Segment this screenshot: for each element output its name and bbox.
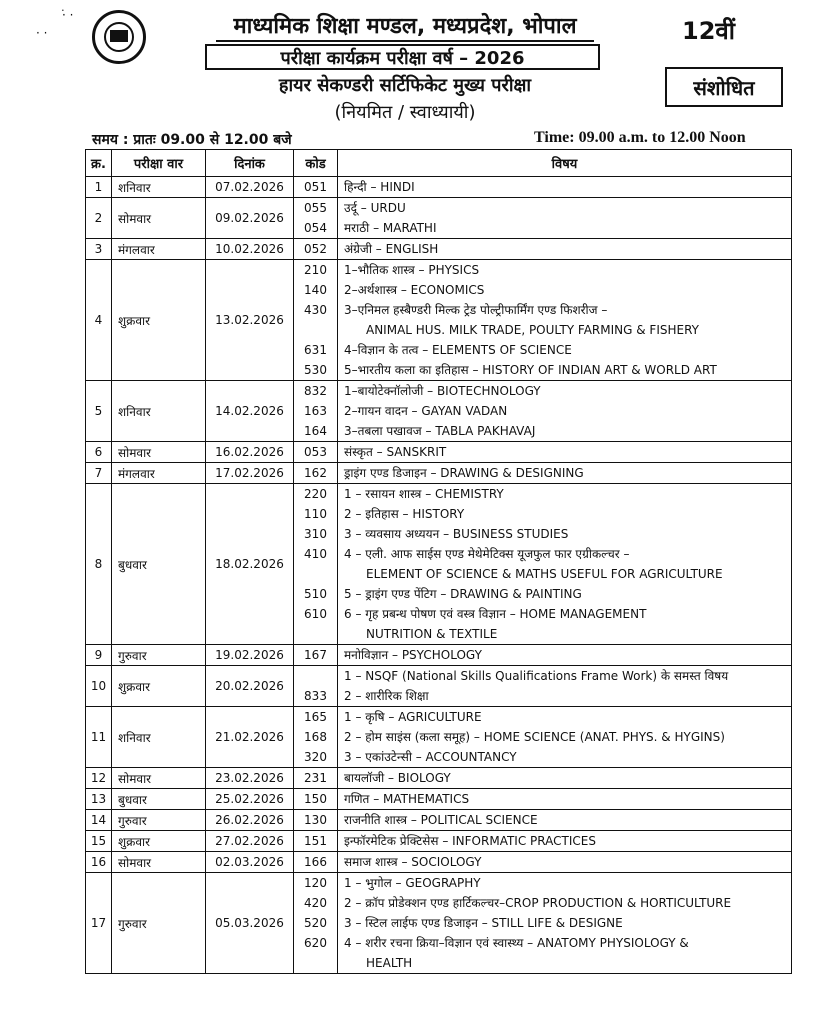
subjects xyxy=(338,260,792,381)
subject-code xyxy=(294,666,337,686)
table-row xyxy=(86,381,792,442)
subject-code: 163 xyxy=(304,404,327,418)
subject-code: 110 xyxy=(304,507,327,521)
subjects xyxy=(338,707,792,768)
subjects xyxy=(338,768,792,789)
table-row xyxy=(86,645,792,666)
subject-name: राजनीति शास्त्र – POLITICAL SCIENCE xyxy=(344,813,538,827)
table-row xyxy=(86,177,792,198)
exam-day: गुरुवार xyxy=(112,810,206,831)
subject-name xyxy=(344,300,787,340)
subject-name: 1 – रसायन शास्त्र – CHEMISTRY xyxy=(344,487,504,501)
exam-day: मंगलवार xyxy=(112,239,206,260)
table-row xyxy=(86,852,792,873)
subject-code: 220 xyxy=(304,487,327,501)
subjects xyxy=(338,177,792,198)
exam-day: शनिवार xyxy=(112,381,206,442)
exam-date: 09.02.2026 xyxy=(206,198,294,239)
exam-date: 14.02.2026 xyxy=(206,381,294,442)
subject-codes xyxy=(294,666,338,707)
table-row xyxy=(86,463,792,484)
subject-code: 430 xyxy=(304,303,327,317)
subject-name xyxy=(344,933,787,973)
subject-name: 2 – क्रॉप प्रोडेक्शन एण्ड हार्टिकल्चर–CROP PRODUCTION & HORTICULTURE xyxy=(344,896,732,910)
row-number: 8 xyxy=(86,484,112,645)
table-row xyxy=(86,831,792,852)
exam-date: 18.02.2026 xyxy=(206,484,294,645)
exam-date: 13.02.2026 xyxy=(206,260,294,381)
subject-codes xyxy=(294,831,338,852)
col-header-code: कोड xyxy=(294,150,338,177)
subject-code: 051 xyxy=(304,180,327,194)
subject-name: 1 – भुगोल – GEOGRAPHY xyxy=(344,876,481,890)
subjects xyxy=(338,381,792,442)
subject-code: 150 xyxy=(304,792,327,806)
subject-name: 4–विज्ञान के तत्व – ELEMENTS OF SCIENCE xyxy=(344,343,572,357)
subject-name: हिन्दी – HINDI xyxy=(344,180,415,194)
table-row xyxy=(86,239,792,260)
exam-date: 05.03.2026 xyxy=(206,873,294,974)
table-row xyxy=(86,707,792,768)
row-number: 1 xyxy=(86,177,112,198)
subject-codes xyxy=(294,484,338,645)
subject-name: इन्फॉरमेटिक प्रेक्टिसेस – INFORMATIC PRACTICES xyxy=(344,834,596,848)
col-header-subject: विषय xyxy=(338,150,792,177)
row-number: 11 xyxy=(86,707,112,768)
exam-day: गुरुवार xyxy=(112,645,206,666)
subject-code: 210 xyxy=(304,263,327,277)
subject-code: 130 xyxy=(304,813,327,827)
subjects xyxy=(338,852,792,873)
row-number: 15 xyxy=(86,831,112,852)
subject-codes xyxy=(294,381,338,442)
table-row xyxy=(86,484,792,645)
exam-date: 20.02.2026 xyxy=(206,666,294,707)
subject-code: 833 xyxy=(304,689,327,703)
subjects xyxy=(338,463,792,484)
subjects xyxy=(338,442,792,463)
subject-name-line2: ANIMAL HUS. MILK TRADE, POULTY FARMING & FISHERY xyxy=(366,323,699,337)
exam-mode: (नियमित / स्वाध्यायी) xyxy=(334,102,476,123)
subject-code: 151 xyxy=(304,834,327,848)
subject-codes xyxy=(294,789,338,810)
subject-code: 168 xyxy=(304,730,327,744)
class-label: 12वीं xyxy=(682,17,735,45)
subject-name: ड्राइंग एण्ड डिजाइन – DRAWING & DESIGNING xyxy=(344,466,584,480)
subject-name-line1: 3–एनिमल हस्बैण्डरी मिल्क ट्रेड पोल्ट्रीफार्मिंग एण्ड फिशरीज – xyxy=(344,303,608,317)
subjects xyxy=(338,198,792,239)
row-number: 4 xyxy=(86,260,112,381)
exam-date: 17.02.2026 xyxy=(206,463,294,484)
subject-name-line2: HEALTH xyxy=(366,956,413,970)
subject-name: गणित – MATHEMATICS xyxy=(344,792,470,806)
subject-name: 2 – होम साइंस (कला समूह) – HOME SCIENCE (ANAT. PHYS. & HYGINS) xyxy=(344,730,725,744)
row-number: 12 xyxy=(86,768,112,789)
subject-codes xyxy=(294,463,338,484)
subject-name-line1: 4 – शरीर रचना क्रिया–विज्ञान एवं स्वास्थ्य – ANATOMY PHYSIOLOGY & xyxy=(344,936,689,950)
col-header-day: परीक्षा वार xyxy=(112,150,206,177)
subjects xyxy=(338,789,792,810)
subject-code: 410 xyxy=(304,547,327,561)
exam-day: बुधवार xyxy=(112,789,206,810)
subject-name-line1: 4 – एली. आफ साईस एण्ड मेथेमेटिक्स यूजफुल फार एग्रीकल्चर – xyxy=(344,547,630,561)
exam-day: शनिवार xyxy=(112,707,206,768)
subject-codes xyxy=(294,810,338,831)
col-header-sno: क्र. xyxy=(86,150,112,177)
subject-name-line2: ELEMENT OF SCIENCE & MATHS USEFUL FOR AGRICULTURE xyxy=(366,567,723,581)
subject-codes xyxy=(294,873,338,974)
subject-codes xyxy=(294,442,338,463)
subject-code: 520 xyxy=(304,916,327,930)
exam-date: 23.02.2026 xyxy=(206,768,294,789)
subject-code: 510 xyxy=(304,587,327,601)
exam-day: सोमवार xyxy=(112,852,206,873)
exam-day: सोमवार xyxy=(112,198,206,239)
subject-code: 055 xyxy=(304,201,327,215)
row-number: 5 xyxy=(86,381,112,442)
subject-code: 320 xyxy=(304,750,327,764)
subject-code: 162 xyxy=(304,466,327,480)
subject-code: 610 xyxy=(304,607,327,621)
table-row xyxy=(86,768,792,789)
subject-code: 053 xyxy=(304,445,327,459)
subjects xyxy=(338,666,792,707)
program-title: परीक्षा कार्यक्रम परीक्षा वर्ष – 2026 xyxy=(205,44,600,70)
exam-date: 02.03.2026 xyxy=(206,852,294,873)
subjects xyxy=(338,484,792,645)
subject-codes xyxy=(294,198,338,239)
exam-date: 25.02.2026 xyxy=(206,789,294,810)
row-number: 9 xyxy=(86,645,112,666)
subject-code: 120 xyxy=(304,876,327,890)
subject-code: 530 xyxy=(304,363,327,377)
subject-code: 620 xyxy=(304,936,327,950)
subject-codes xyxy=(294,768,338,789)
exam-schedule-table xyxy=(85,149,792,974)
subject-name: 3 – एकांउटेन्सी – ACCOUNTANCY xyxy=(344,750,517,764)
table-row xyxy=(86,442,792,463)
subject-name: 2–गायन वादन – GAYAN VADAN xyxy=(344,404,508,418)
exam-day: शुक्रवार xyxy=(112,666,206,707)
table-header-row xyxy=(86,150,792,177)
subject-name xyxy=(344,604,787,644)
subject-name: 3 – व्यवसाय अध्ययन – BUSINESS STUDIES xyxy=(344,527,569,541)
subject-name: बायलॉजी – BIOLOGY xyxy=(344,771,451,785)
subject-code: 420 xyxy=(304,896,327,910)
subject-code: 166 xyxy=(304,855,327,869)
subject-name: 5–भारतीय कला का इतिहास – HISTORY OF INDIAN ART & WORLD ART xyxy=(344,363,717,377)
stray-mark: · · xyxy=(36,26,48,40)
subject-code: 832 xyxy=(304,384,327,398)
subject-codes xyxy=(294,852,338,873)
subject-name: उर्दू – URDU xyxy=(344,201,406,215)
row-number: 13 xyxy=(86,789,112,810)
subject-name: मराठी – MARATHI xyxy=(344,221,437,235)
subject-name: 2 – शारीरिक शिक्षा xyxy=(344,689,429,703)
row-number: 17 xyxy=(86,873,112,974)
subjects xyxy=(338,831,792,852)
exam-date: 07.02.2026 xyxy=(206,177,294,198)
subject-code: 310 xyxy=(304,527,327,541)
exam-date: 26.02.2026 xyxy=(206,810,294,831)
subject-name: मनोविज्ञान – PSYCHOLOGY xyxy=(344,648,482,662)
stray-mark: ·̇ · xyxy=(62,8,74,22)
exam-date: 10.02.2026 xyxy=(206,239,294,260)
subject-code: 052 xyxy=(304,242,327,256)
exam-title: हायर सेकण्डरी सर्टिफिकेट मुख्य परीक्षा xyxy=(278,75,532,96)
subject-name: 2 – इतिहास – HISTORY xyxy=(344,507,465,521)
table-row xyxy=(86,810,792,831)
table-row xyxy=(86,666,792,707)
subject-name-line1: 6 – गृह प्रबन्ध पोषण एवं वस्त्र विज्ञान – HOME MANAGEMENT xyxy=(344,607,647,621)
exam-day: गुरुवार xyxy=(112,873,206,974)
subject-name: अंग्रेजी – ENGLISH xyxy=(344,242,439,256)
subject-name: संस्कृत – SANSKRIT xyxy=(344,445,447,459)
exam-day: सोमवार xyxy=(112,768,206,789)
exam-day: बुधवार xyxy=(112,484,206,645)
subject-name xyxy=(344,544,787,584)
subject-name: 2–अर्थशास्त्र – ECONOMICS xyxy=(344,283,485,297)
subject-code: 164 xyxy=(304,424,327,438)
row-number: 2 xyxy=(86,198,112,239)
revised-badge: संशोधित xyxy=(665,67,783,107)
subject-code: 231 xyxy=(304,771,327,785)
subject-name-line2: NUTRITION & TEXTILE xyxy=(366,627,498,641)
subject-name: समाज शास्त्र – SOCIOLOGY xyxy=(344,855,482,869)
board-title: माध्यमिक शिक्षा मण्डल, मध्यप्रदेश, भोपाल xyxy=(210,10,600,40)
table-row xyxy=(86,873,792,974)
exam-date: 27.02.2026 xyxy=(206,831,294,852)
subjects xyxy=(338,239,792,260)
subject-name: 1 – कृषि – AGRICULTURE xyxy=(344,710,482,724)
col-header-date: दिनांक xyxy=(206,150,294,177)
row-number: 7 xyxy=(86,463,112,484)
row-number: 16 xyxy=(86,852,112,873)
subject-codes xyxy=(294,707,338,768)
subject-code: 631 xyxy=(304,343,327,357)
board-logo-icon xyxy=(92,10,146,64)
subject-code: 140 xyxy=(304,283,327,297)
exam-date: 16.02.2026 xyxy=(206,442,294,463)
subject-code: 165 xyxy=(304,710,327,724)
exam-day: शुक्रवार xyxy=(112,260,206,381)
subject-code: 054 xyxy=(304,221,327,235)
table-row xyxy=(86,260,792,381)
exam-day: शनिवार xyxy=(112,177,206,198)
subject-name: 1–भौतिक शास्त्र – PHYSICS xyxy=(344,263,480,277)
subject-name: 1–बायोटेक्नॉलोजी – BIOTECHNOLOGY xyxy=(344,384,541,398)
time-english: Time: 09.00 a.m. to 12.00 Noon xyxy=(534,129,746,146)
subject-codes xyxy=(294,177,338,198)
subjects xyxy=(338,810,792,831)
exam-day: शुक्रवार xyxy=(112,831,206,852)
subject-name: 3 – स्टिल लाईफ एण्ड डिजाइन – STILL LIFE & DESIGNE xyxy=(344,916,623,930)
subjects xyxy=(338,645,792,666)
subject-name: 5 – ड्राइंग एण्ड पेंटिग – DRAWING & PAINTING xyxy=(344,587,582,601)
row-number: 3 xyxy=(86,239,112,260)
row-number: 6 xyxy=(86,442,112,463)
row-number: 10 xyxy=(86,666,112,707)
subject-codes xyxy=(294,260,338,381)
subject-name: 3–तबला पखावज – TABLA PAKHAVAJ xyxy=(344,424,536,438)
table-row xyxy=(86,789,792,810)
exam-day: मंगलवार xyxy=(112,463,206,484)
subject-name: 1 – NSQF (National Skills Qualifications Frame Work) के समस्त विषय xyxy=(344,669,729,683)
table-row xyxy=(86,198,792,239)
exam-day: सोमवार xyxy=(112,442,206,463)
row-number: 14 xyxy=(86,810,112,831)
subject-codes xyxy=(294,645,338,666)
exam-date: 19.02.2026 xyxy=(206,645,294,666)
subject-codes xyxy=(294,239,338,260)
subject-code: 167 xyxy=(304,648,327,662)
time-hindi: समय : प्रातः 09.00 से 12.00 बजे xyxy=(92,132,292,148)
subjects xyxy=(338,873,792,974)
exam-date: 21.02.2026 xyxy=(206,707,294,768)
